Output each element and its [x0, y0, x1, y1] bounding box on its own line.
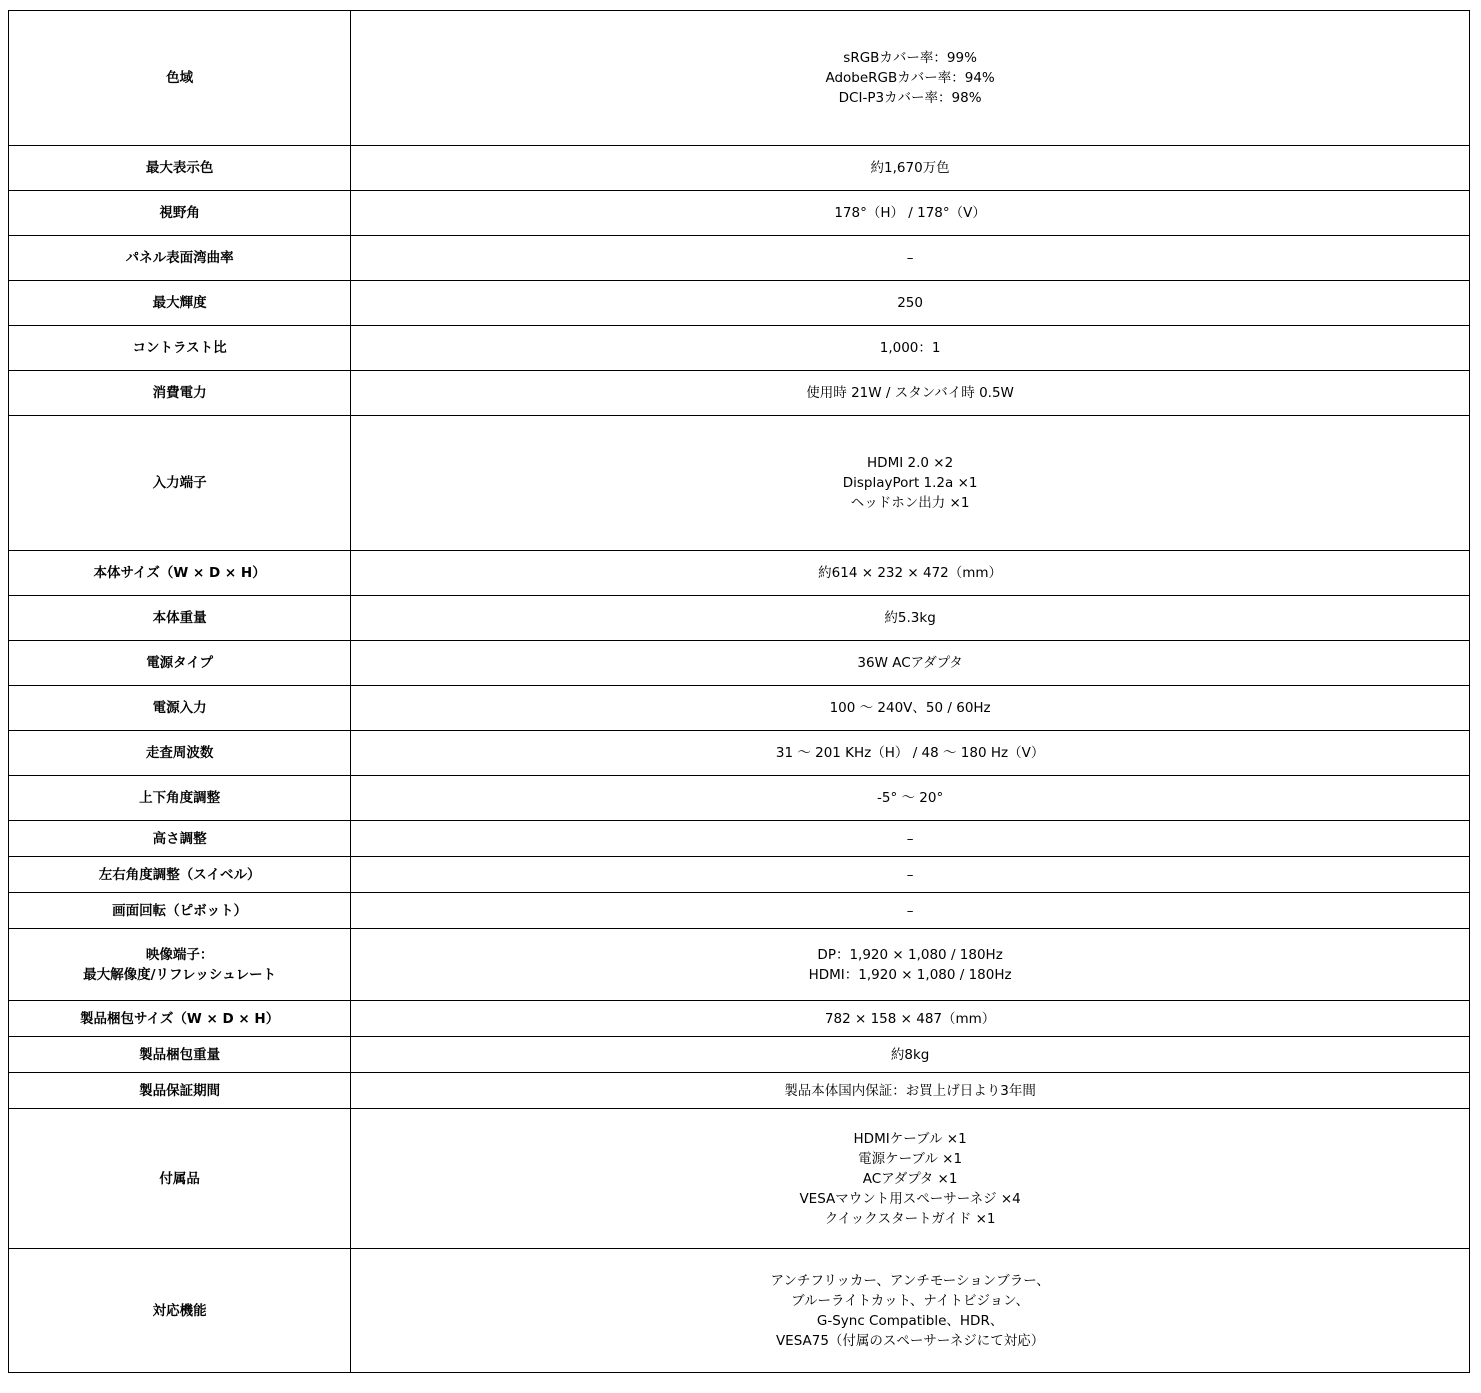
- row-label: [9, 281, 351, 326]
- label-line: 製品梱包サイズ（W × D × H）: [79, 1010, 280, 1027]
- table-row: [9, 731, 1470, 776]
- value-line: 約5.3kg: [884, 610, 936, 626]
- label-line: 製品梱包重量: [139, 1046, 221, 1063]
- label-line: 入力端子: [152, 475, 207, 491]
- table-row: [9, 1249, 1470, 1373]
- table-row: [9, 11, 1470, 146]
- value-line: –: [906, 902, 914, 919]
- row-label: [9, 821, 351, 857]
- label-line: コントラスト比: [132, 340, 227, 356]
- row-value: [351, 1073, 1470, 1109]
- label-line: 最大輝度: [152, 295, 207, 311]
- value-line: 使用時 21W / スタンバイ時 0.5W: [806, 385, 1014, 401]
- row-label: [9, 686, 351, 731]
- label-line: パネル表面湾曲率: [125, 250, 234, 266]
- row-value: [351, 281, 1470, 326]
- value-line: アンチフリッカー、アンチモーションブラー、: [770, 1272, 1050, 1289]
- table-row: [9, 1109, 1470, 1249]
- table-row: [9, 857, 1470, 893]
- table-row: [9, 1001, 1470, 1037]
- table-row: [9, 1037, 1470, 1073]
- label-line: 最大表示色: [145, 160, 214, 176]
- value-line: 1,000：1: [879, 340, 941, 356]
- row-label: [9, 1001, 351, 1037]
- spec-table-body: [9, 11, 1470, 1373]
- row-value: [351, 1109, 1470, 1249]
- value-line: 約1,670万色: [870, 160, 950, 176]
- label-line: 本体重量: [152, 610, 207, 626]
- value-line: クイックスタートガイド ×1: [824, 1210, 996, 1227]
- label-line: 色域: [166, 70, 194, 86]
- value-line: 36W ACアダプタ: [857, 655, 963, 671]
- label-line: 消費電力: [152, 385, 207, 401]
- value-line: 製品本体国内保証：お買上げ日より3年間: [784, 1082, 1036, 1099]
- label-line: 上下角度調整: [139, 790, 221, 806]
- value-line: HDMI：1,920 × 1,080 / 180Hz: [808, 966, 1012, 983]
- label-line: 高さ調整: [152, 830, 207, 847]
- value-line: 782 × 158 × 487（mm）: [824, 1010, 996, 1027]
- value-line: ヘッドホン出力 ×1: [850, 495, 970, 511]
- value-line: HDMI 2.0 ×2: [867, 455, 954, 471]
- row-label: [9, 731, 351, 776]
- label-line: 最大解像度/リフレッシュレート: [83, 966, 277, 983]
- value-line: 約8kg: [890, 1046, 930, 1063]
- table-row: [9, 821, 1470, 857]
- value-line: DCI-P3カバー率：98%: [838, 90, 982, 106]
- value-line: VESAマウント用スペーサーネジ ×4: [799, 1190, 1021, 1207]
- value-line: 250: [897, 295, 923, 311]
- row-value: [351, 731, 1470, 776]
- label-line: 対応機能: [152, 1302, 207, 1319]
- table-row: [9, 326, 1470, 371]
- row-value: [351, 236, 1470, 281]
- row-label: [9, 371, 351, 416]
- row-value: [351, 371, 1470, 416]
- row-value: [351, 1001, 1470, 1037]
- value-line: –: [906, 830, 914, 847]
- label-line: 画面回転（ピボット）: [112, 902, 248, 919]
- value-line: 100 ～ 240V、50 / 60Hz: [829, 700, 991, 716]
- row-label: [9, 236, 351, 281]
- value-line: –: [906, 866, 914, 883]
- row-value: [351, 686, 1470, 731]
- value-line: sRGBカバー率：99%: [843, 50, 977, 66]
- row-label: [9, 326, 351, 371]
- row-value: [351, 11, 1470, 146]
- row-value: [351, 1249, 1470, 1373]
- row-label: [9, 596, 351, 641]
- row-value: [351, 1037, 1470, 1073]
- row-label: [9, 146, 351, 191]
- row-label: [9, 416, 351, 551]
- row-value: [351, 146, 1470, 191]
- value-line: AdobeRGBカバー率：94%: [825, 70, 995, 86]
- row-value: [351, 893, 1470, 929]
- value-line: –: [906, 250, 914, 266]
- value-line: HDMIケーブル ×1: [853, 1130, 967, 1147]
- value-line: DP：1,920 × 1,080 / 180Hz: [817, 946, 1003, 963]
- row-value: [351, 551, 1470, 596]
- row-value: [351, 596, 1470, 641]
- row-label: [9, 191, 351, 236]
- row-value: [351, 416, 1470, 551]
- table-row: [9, 281, 1470, 326]
- row-label: [9, 1249, 351, 1373]
- label-line: 製品保証期間: [139, 1082, 221, 1099]
- value-line: -5° ～ 20°: [876, 790, 944, 806]
- row-label: [9, 11, 351, 146]
- row-label: [9, 1037, 351, 1073]
- row-label: [9, 893, 351, 929]
- row-label: [9, 1073, 351, 1109]
- table-row: [9, 191, 1470, 236]
- table-row: [9, 776, 1470, 821]
- label-line: 付属品: [159, 1170, 200, 1187]
- row-value: [351, 929, 1470, 1001]
- value-line: ACアダプタ ×1: [862, 1170, 958, 1187]
- table-row: [9, 551, 1470, 596]
- row-value: [351, 641, 1470, 686]
- table-row: [9, 236, 1470, 281]
- row-label: [9, 1109, 351, 1249]
- row-value: [351, 776, 1470, 821]
- label-line: 電源入力: [152, 700, 207, 716]
- value-line: G-Sync Compatible、HDR、: [816, 1312, 1004, 1329]
- row-value: [351, 326, 1470, 371]
- label-line: 視野角: [159, 205, 200, 221]
- row-label: [9, 929, 351, 1001]
- label-line: 本体サイズ（W × D × H）: [93, 565, 266, 581]
- row-value: [351, 191, 1470, 236]
- table-row: [9, 929, 1470, 1001]
- label-line: 走査周波数: [145, 745, 214, 761]
- value-line: DisplayPort 1.2a ×1: [842, 475, 978, 491]
- label-line: 電源タイプ: [146, 655, 214, 671]
- spec-table: [8, 10, 1470, 1373]
- row-label: [9, 857, 351, 893]
- value-line: 約614 × 232 × 472（mm）: [818, 565, 1003, 581]
- table-row: [9, 1073, 1470, 1109]
- table-row: [9, 893, 1470, 929]
- row-value: [351, 821, 1470, 857]
- row-label: [9, 641, 351, 686]
- value-line: 31 ～ 201 KHz（H） / 48 ～ 180 Hz（V）: [775, 745, 1045, 761]
- label-line: 左右角度調整（スイベル）: [98, 866, 261, 883]
- row-value: [351, 857, 1470, 893]
- table-row: [9, 146, 1470, 191]
- table-row: [9, 641, 1470, 686]
- table-row: [9, 596, 1470, 641]
- value-line: VESA75（付属のスペーサーネジにて対応）: [775, 1332, 1045, 1349]
- row-label: [9, 551, 351, 596]
- value-line: ブルーライトカット、ナイトビジョン、: [791, 1292, 1030, 1309]
- table-row: [9, 416, 1470, 551]
- table-row: [9, 371, 1470, 416]
- label-line: 映像端子：: [145, 946, 214, 963]
- table-row: [9, 686, 1470, 731]
- value-line: 178°（H） / 178°（V）: [834, 205, 986, 221]
- row-label: [9, 776, 351, 821]
- value-line: 電源ケーブル ×1: [858, 1150, 963, 1167]
